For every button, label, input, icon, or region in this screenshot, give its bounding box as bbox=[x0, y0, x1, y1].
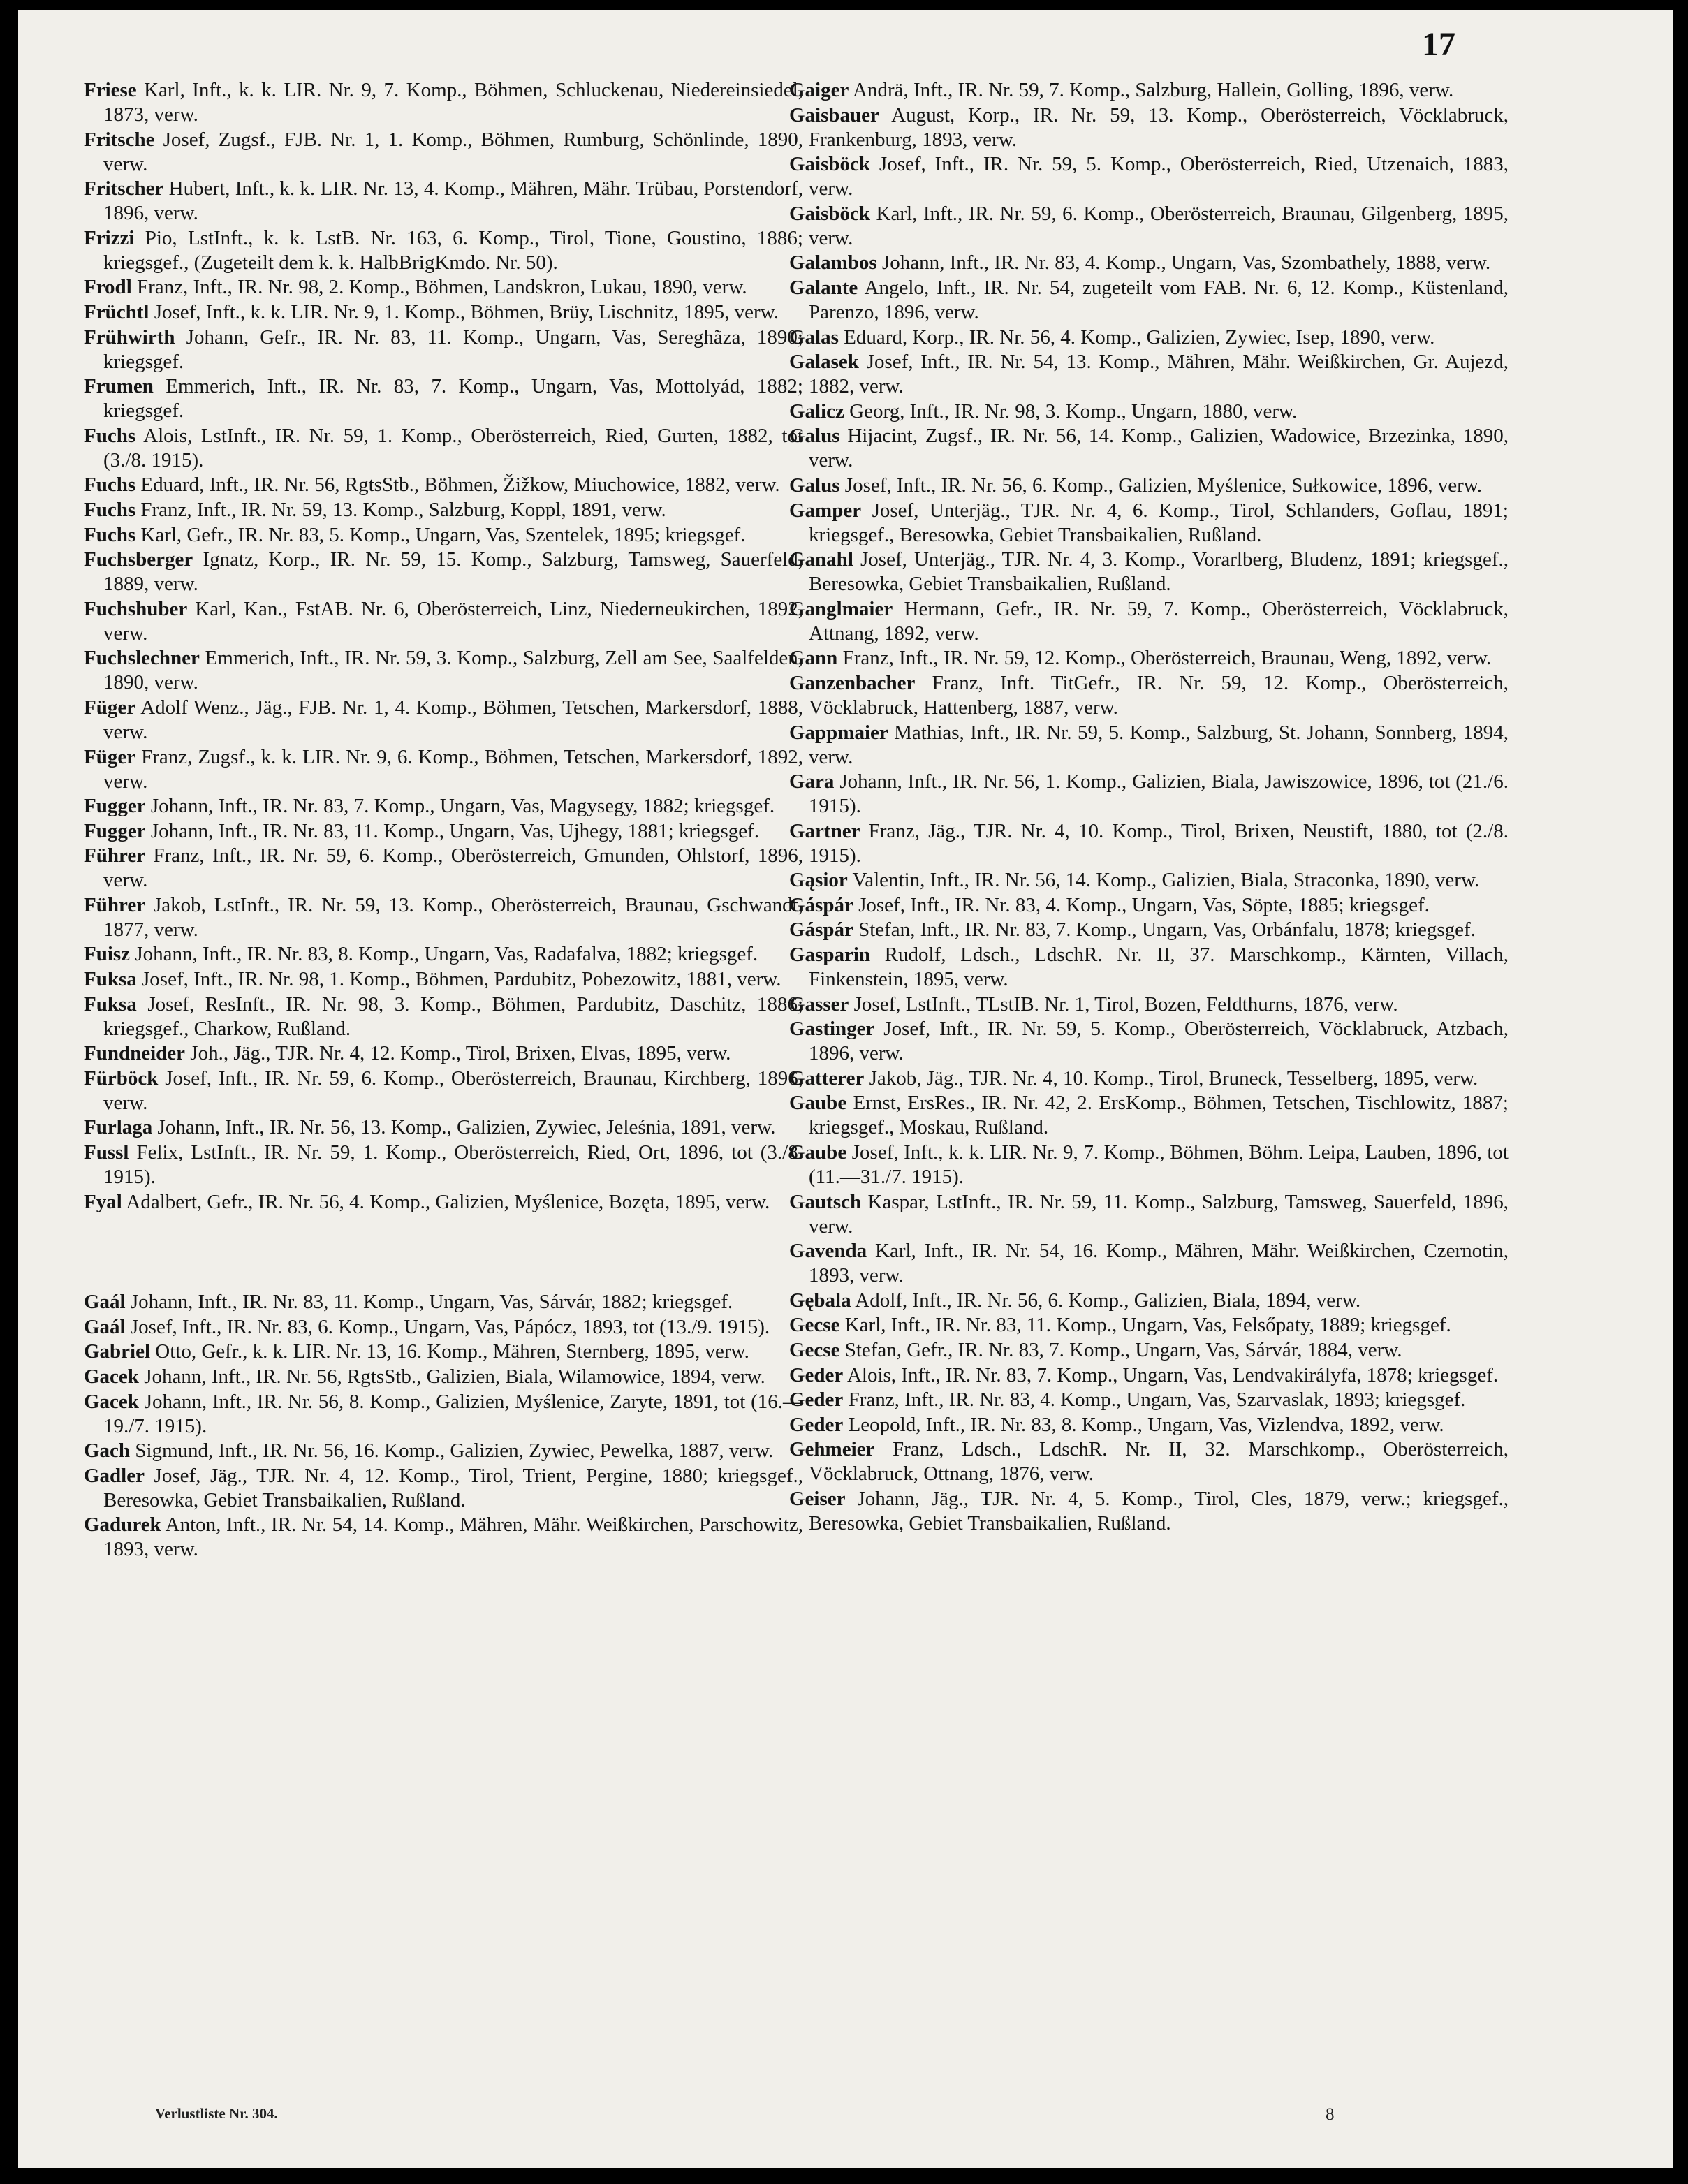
casualty-entry bbox=[789, 499, 1509, 548]
entry-surname: Fundneider bbox=[84, 1042, 186, 1065]
casualty-entry bbox=[789, 103, 1509, 152]
casualty-entry bbox=[789, 350, 1509, 399]
entry-surname: Galante bbox=[789, 276, 858, 299]
entry-surname: Gamper bbox=[789, 499, 862, 522]
casualty-entry bbox=[84, 177, 803, 226]
document-page bbox=[18, 10, 1673, 2168]
entry-details: Andrä, Inft., IR. Nr. 59, 7. Komp., Salzburg, Hallein, Golling, 1896, verw. bbox=[849, 79, 1454, 101]
entry-details: Karl, Kan., FstAB. Nr. 6, Oberösterreich, Linz, Niederneukirchen, 1892, verw. bbox=[103, 597, 803, 645]
entry-surname: Geder bbox=[789, 1363, 844, 1386]
casualty-entry bbox=[789, 1437, 1509, 1486]
entry-details: Stefan, Inft., IR. Nr. 83, 7. Komp., Ungarn, Vas, Orbánfalu, 1878; kriegsgef. bbox=[853, 918, 1476, 941]
entry-surname: Gadler bbox=[84, 1464, 145, 1487]
casualty-entry bbox=[84, 794, 803, 819]
entry-details: Otto, Gefr., k. k. LIR. Nr. 13, 16. Komp., Mähren, Sternberg, 1895, verw. bbox=[150, 1340, 749, 1363]
entry-details: Johann, Inft., IR. Nr. 56, 8. Komp., Galizien, Myślenice, Zaryte, 1891, tot (16.—19./7. 1915). bbox=[103, 1390, 803, 1437]
entry-details: Franz, Inft., IR. Nr. 59, 12. Komp., Oberösterreich, Braunau, Weng, 1892, verw. bbox=[837, 647, 1492, 670]
entry-details: Franz, Inft., IR. Nr. 59, 6. Komp., Oberösterreich, Gmunden, Ohlstorf, 1896, verw. bbox=[103, 844, 803, 892]
casualty-entry bbox=[789, 597, 1509, 646]
casualty-entry bbox=[84, 1513, 803, 1562]
entry-surname: Gacek bbox=[84, 1390, 139, 1413]
entry-surname: Frizzi bbox=[84, 226, 135, 249]
entry-surname: Füger bbox=[84, 696, 136, 719]
casualty-entry bbox=[84, 226, 803, 275]
entry-surname: Gaisböck bbox=[789, 153, 871, 176]
entry-surname: Gecse bbox=[789, 1339, 840, 1361]
entry-surname: Gasparin bbox=[789, 944, 871, 967]
entry-details: Karl, Inft., IR. Nr. 59, 6. Komp., Oberösterreich, Braunau, Gilgenberg, 1895, verw. bbox=[809, 202, 1509, 249]
entry-details: Johann, Inft., IR. Nr. 83, 4. Komp., Ungarn, Vas, Szombathely, 1888, verw. bbox=[876, 251, 1491, 274]
entry-surname: Gastinger bbox=[789, 1018, 875, 1041]
entry-surname: Gąsior bbox=[789, 869, 848, 892]
entry-details: Josef, Inft., IR. Nr. 56, 6. Komp., Galizien, Myślenice, Sułkowice, 1896, verw. bbox=[839, 474, 1483, 497]
entry-surname: Gaál bbox=[84, 1315, 126, 1338]
entry-details: Johann, Inft., IR. Nr. 83, 11. Komp., Ungarn, Vas, Sárvár, 1882; kriegsgef. bbox=[125, 1291, 733, 1314]
entry-details: Josef, LstInft., TLstIB. Nr. 1, Tirol, Bozen, Feldthurns, 1876, verw. bbox=[849, 992, 1398, 1016]
entry-surname: Gębala bbox=[789, 1289, 851, 1312]
entry-details: Ernst, ErsRes., IR. Nr. 42, 2. ErsKomp., Böhmen, Tetschen, Tischlowitz, 1887; kriegsgef., Moskau, Rußland. bbox=[809, 1092, 1509, 1139]
entry-surname: Galasek bbox=[789, 351, 859, 374]
entry-surname: Fussl bbox=[84, 1141, 129, 1164]
casualty-entry bbox=[84, 78, 803, 127]
entry-details: Kaspar, LstInft., IR. Nr. 59, 11. Komp., Salzburg, Tamsweg, Sauerfeld, 1896, verw. bbox=[809, 1190, 1509, 1238]
casualty-entry bbox=[789, 1091, 1509, 1140]
entry-details: Johann, Inft., IR. Nr. 83, 7. Komp., Ungarn, Vas, Magysegy, 1882; kriegsgef. bbox=[145, 795, 775, 818]
entry-details: Adolf Wenz., Jäg., FJB. Nr. 1, 4. Komp., Böhmen, Tetschen, Markersdorf, 1888, verw. bbox=[103, 696, 803, 743]
entry-surname: Frühwirth bbox=[84, 325, 175, 349]
casualty-entry bbox=[789, 548, 1509, 596]
casualty-entry bbox=[84, 1141, 803, 1189]
entry-details: Johann, Inft., IR. Nr. 56, RgtsStb., Galizien, Biala, Wilamowice, 1894, verw. bbox=[138, 1365, 765, 1388]
entry-details: Alois, Inft., IR. Nr. 83, 7. Komp., Ungarn, Vas, Lendvakirályfa, 1878; kriegsgef. bbox=[843, 1363, 1499, 1386]
casualty-entry bbox=[789, 943, 1509, 992]
casualty-entry bbox=[789, 893, 1509, 918]
entry-surname: Gaisbauer bbox=[789, 103, 879, 126]
entry-details: Karl, Inft., k. k. LIR. Nr. 9, 7. Komp., Böhmen, Schluckenau, Niedereinsiedel, 1873, verw. bbox=[103, 79, 803, 126]
entry-details: Johann, Inft., IR. Nr. 56, 13. Komp., Galizien, Zywiec, Jeleśnia, 1891, verw. bbox=[152, 1116, 776, 1139]
entry-surname: Gacek bbox=[84, 1365, 139, 1388]
casualty-entry bbox=[84, 844, 803, 893]
entry-surname: Füger bbox=[84, 745, 136, 768]
entry-surname: Geiser bbox=[789, 1487, 846, 1510]
entry-details: Anton, Inft., IR. Nr. 54, 14. Komp., Mähren, Mähr. Weißkirchen, Parschowitz, 1893, verw. bbox=[103, 1514, 803, 1561]
entry-surname: Gadurek bbox=[84, 1514, 161, 1537]
casualty-entry bbox=[789, 1487, 1509, 1536]
casualty-entry bbox=[84, 1190, 803, 1215]
casualty-entry bbox=[789, 78, 1509, 103]
entry-surname: Fuisz bbox=[84, 943, 131, 966]
casualty-entry bbox=[84, 548, 803, 596]
entry-details: Leopold, Inft., IR. Nr. 83, 8. Komp., Ungarn, Vas, Vizlendva, 1892, verw. bbox=[843, 1413, 1444, 1436]
entry-details: Adolf, Inft., IR. Nr. 56, 6. Komp., Galizien, Biala, 1894, verw. bbox=[851, 1289, 1361, 1312]
entry-surname: Gabriel bbox=[84, 1340, 151, 1363]
entry-details: Jakob, Jäg., TJR. Nr. 4, 10. Komp., Tirol, Bruneck, Tesselberg, 1895, verw. bbox=[864, 1067, 1478, 1090]
entry-surname: Gappmaier bbox=[789, 721, 888, 744]
entry-surname: Galus bbox=[789, 425, 840, 448]
entry-surname: Gasser bbox=[789, 992, 849, 1016]
casualty-entry bbox=[84, 1067, 803, 1115]
casualty-entry bbox=[84, 745, 803, 794]
casualty-entry bbox=[84, 696, 803, 745]
casualty-entry bbox=[84, 1390, 803, 1439]
casualty-entry bbox=[789, 868, 1509, 893]
entry-details: Stefan, Gefr., IR. Nr. 83, 7. Komp., Ungarn, Vas, Sárvár, 1884, verw. bbox=[839, 1339, 1402, 1361]
entries-g-right bbox=[789, 78, 1509, 1536]
entry-details: Josef, Inft., k. k. LIR. Nr. 9, 1. Komp., Böhmen, Brüy, Lischnitz, 1895, verw. bbox=[149, 300, 779, 323]
entry-details: Rudolf, Ldsch., LdschR. Nr. II, 37. Marschkomp., Kärnten, Villach, Finkenstein, 1895, verw. bbox=[809, 944, 1509, 991]
casualty-entry bbox=[84, 1115, 803, 1140]
entry-surname: Gara bbox=[789, 770, 835, 793]
entry-surname: Fugger bbox=[84, 795, 146, 818]
entry-surname: Frodl bbox=[84, 276, 132, 299]
casualty-entry bbox=[789, 770, 1509, 819]
casualty-entry bbox=[84, 992, 803, 1041]
casualty-entry bbox=[84, 1041, 803, 1066]
entry-surname: Fuksa bbox=[84, 992, 137, 1016]
casualty-entry bbox=[789, 1239, 1509, 1288]
casualty-entry bbox=[84, 498, 803, 522]
casualty-entry bbox=[84, 1315, 803, 1340]
section-gap bbox=[84, 1215, 803, 1290]
casualty-entry bbox=[789, 1388, 1509, 1412]
entry-surname: Fuchs bbox=[84, 523, 136, 546]
entry-surname: Gecse bbox=[789, 1314, 840, 1337]
left-column bbox=[84, 78, 803, 1562]
entry-details: Franz, Jäg., TJR. Nr. 4, 10. Komp., Tirol, Brixen, Neustift, 1880, tot (2./8. 1915). bbox=[809, 819, 1509, 867]
casualty-entry bbox=[789, 202, 1509, 251]
entry-details: Josef, Zugsf., FJB. Nr. 1, 1. Komp., Böhmen, Rumburg, Schönlinde, 1890, verw. bbox=[103, 128, 803, 175]
entry-surname: Gáspár bbox=[789, 918, 853, 941]
entry-details: Adalbert, Gefr., IR. Nr. 56, 4. Komp., Galizien, Myślenice, Bozęta, 1895, verw. bbox=[122, 1190, 770, 1213]
casualty-entry bbox=[84, 128, 803, 177]
entry-details: Franz, Inft., IR. Nr. 83, 4. Komp., Ungarn, Vas, Szarvaslak, 1893; kriegsgef. bbox=[843, 1388, 1466, 1412]
entry-surname: Gaiger bbox=[789, 79, 849, 101]
entry-details: Ignatz, Korp., IR. Nr. 59, 15. Komp., Salzburg, Tamsweg, Sauerfeld, 1889, verw. bbox=[103, 548, 803, 596]
casualty-entry bbox=[84, 325, 803, 374]
entry-details: Valentin, Inft., IR. Nr. 56, 14. Komp., Galizien, Biala, Straconka, 1890, verw. bbox=[847, 869, 1480, 892]
entry-surname: Gaube bbox=[789, 1092, 847, 1115]
entry-details: Eduard, Korp., IR. Nr. 56, 4. Komp., Galizien, Zywiec, Isep, 1890, verw. bbox=[838, 325, 1435, 349]
casualty-entry bbox=[789, 1363, 1509, 1388]
casualty-entry bbox=[84, 1290, 803, 1314]
casualty-entry bbox=[789, 1413, 1509, 1437]
entry-details: August, Korp., IR. Nr. 59, 13. Komp., Oberösterreich, Vöcklabruck, Frankenburg, 1893, verw. bbox=[809, 103, 1509, 151]
casualty-entry bbox=[84, 967, 803, 992]
entry-surname: Gatterer bbox=[789, 1067, 865, 1090]
entry-details: Karl, Inft., IR. Nr. 83, 11. Komp., Ungarn, Vas, Felsőpaty, 1889; kriegsgef. bbox=[839, 1314, 1451, 1337]
entry-details: Josef, Inft., IR. Nr. 98, 1. Komp., Böhmen, Pardubitz, Pobezowitz, 1881, verw. bbox=[136, 968, 781, 991]
entry-details: Hermann, Gefr., IR. Nr. 59, 7. Komp., Oberösterreich, Vöcklabruck, Attnang, 1892, verw. bbox=[809, 597, 1509, 645]
entry-surname: Führer bbox=[84, 893, 146, 916]
casualty-entry bbox=[84, 424, 803, 473]
entry-details: Franz, Zugsf., k. k. LIR. Nr. 9, 6. Komp., Böhmen, Tetschen, Markersdorf, 1892, verw. bbox=[103, 745, 803, 793]
entry-details: Franz, Inft., IR. Nr. 98, 2. Komp., Böhmen, Landskron, Lukau, 1890, verw. bbox=[131, 276, 747, 299]
entry-details: Eduard, Inft., IR. Nr. 56, RgtsStb., Böhmen, Žižkow, Miuchowice, 1882, verw. bbox=[135, 474, 780, 497]
entry-surname: Frumen bbox=[84, 375, 154, 398]
entry-details: Josef, Unterjäg., TJR. Nr. 4, 6. Komp., Tirol, Schlanders, Goflau, 1891; kriegsgef., Beresowka, Gebiet Transbaikalien, Rußland. bbox=[809, 499, 1509, 546]
casualty-entry bbox=[84, 374, 803, 423]
entry-surname: Gann bbox=[789, 647, 838, 670]
casualty-entry bbox=[789, 1190, 1509, 1239]
entries-g-left bbox=[84, 1290, 803, 1562]
casualty-entry bbox=[789, 424, 1509, 473]
casualty-entry bbox=[84, 300, 803, 325]
entry-surname: Friese bbox=[84, 79, 137, 101]
casualty-entry bbox=[789, 646, 1509, 670]
casualty-entry bbox=[789, 276, 1509, 325]
entry-surname: Gartner bbox=[789, 819, 860, 842]
entry-details: Josef, Inft., k. k. LIR. Nr. 9, 7. Komp., Böhmen, Böhm. Leipa, Lauben, 1896, tot (11.—31./7. 1915). bbox=[809, 1141, 1509, 1189]
entry-surname: Fyal bbox=[84, 1190, 122, 1213]
entry-surname: Galicz bbox=[789, 400, 844, 423]
entry-surname: Galambos bbox=[789, 251, 877, 274]
entry-details: Josef, Jäg., TJR. Nr. 4, 12. Komp., Tirol, Trient, Pergine, 1880; kriegsgef., Beresowka, Gebiet Transbaikalien, Rußland. bbox=[103, 1464, 803, 1511]
entry-surname: Gautsch bbox=[789, 1190, 862, 1213]
entry-surname: Fuchslechner bbox=[84, 647, 200, 670]
entry-details: Johann, Jäg., TJR. Nr. 4, 5. Komp., Tirol, Cles, 1879, verw.; kriegsgef., Beresowka, Gebiet Transbaikalien, Rußland. bbox=[809, 1487, 1509, 1534]
casualty-entry bbox=[84, 1439, 803, 1463]
entry-details: Angelo, Inft., IR. Nr. 54, zugeteilt vom FAB. Nr. 6, 12. Komp., Küstenland, Parenzo, 1896, verw. bbox=[809, 276, 1509, 323]
entry-surname: Fuchsberger bbox=[84, 548, 193, 571]
entry-details: Josef, Inft., IR. Nr. 54, 13. Komp., Mähren, Mähr. Weißkirchen, Gr. Aujezd, 1882, verw. bbox=[809, 351, 1509, 398]
entry-details: Josef, Unterjäg., TJR. Nr. 4, 3. Komp., Vorarlberg, Bludenz, 1891; kriegsgef., Beresowka, Gebiet Transbaikalien, Rußland. bbox=[809, 548, 1509, 596]
entry-details: Franz, Inft. TitGefr., IR. Nr. 59, 12. Komp., Oberösterreich, Vöcklabruck, Hattenberg, 1887, verw. bbox=[809, 671, 1509, 719]
entry-surname: Gaál bbox=[84, 1291, 126, 1314]
entry-surname: Ganahl bbox=[789, 548, 853, 571]
entry-surname: Geder bbox=[789, 1388, 844, 1412]
casualty-entry bbox=[789, 671, 1509, 720]
entry-surname: Fürböck bbox=[84, 1067, 159, 1090]
entry-details: Johann, Inft., IR. Nr. 83, 8. Komp., Ungarn, Vas, Radafalva, 1882; kriegsgef. bbox=[130, 943, 758, 966]
entry-surname: Furlaga bbox=[84, 1116, 153, 1139]
entry-surname: Fuksa bbox=[84, 968, 137, 991]
entry-details: Johann, Gefr., IR. Nr. 83, 11. Komp., Ungarn, Vas, Sereghãza, 1890; kriegsgef. bbox=[103, 325, 803, 373]
entry-surname: Gach bbox=[84, 1439, 131, 1463]
entry-details: Emmerich, Inft., IR. Nr. 59, 3. Komp., Salzburg, Zell am See, Saalfelden, 1890, verw. bbox=[103, 647, 803, 694]
entry-details: Felix, LstInft., IR. Nr. 59, 1. Komp., Oberösterreich, Ried, Ort, 1896, tot (3./8. 1915). bbox=[103, 1141, 803, 1189]
entry-details: Franz, Ldsch., LdschR. Nr. II, 32. Marschkomp., Oberösterreich, Vöcklabruck, Ottnang, 1876, verw. bbox=[809, 1438, 1509, 1486]
entry-surname: Ganglmaier bbox=[789, 597, 893, 620]
entry-details: Georg, Inft., IR. Nr. 98, 3. Komp., Ungarn, 1880, verw. bbox=[844, 400, 1298, 423]
entry-surname: Galus bbox=[789, 474, 840, 497]
entry-surname: Galas bbox=[789, 325, 839, 349]
casualty-entry bbox=[789, 474, 1509, 498]
entry-surname: Gáspár bbox=[789, 893, 853, 916]
casualty-entry bbox=[789, 1017, 1509, 1066]
casualty-entry bbox=[789, 1067, 1509, 1091]
casualty-entry bbox=[789, 721, 1509, 770]
entry-details: Sigmund, Inft., IR. Nr. 56, 16. Komp., Galizien, Zywiec, Pewelka, 1887, verw. bbox=[130, 1439, 774, 1463]
entry-details: Johann, Inft., IR. Nr. 56, 1. Komp., Galizien, Biala, Jawiszowice, 1896, tot (21./6. 1915). bbox=[809, 770, 1509, 818]
casualty-entry bbox=[789, 325, 1509, 350]
entry-details: Franz, Inft., IR. Nr. 59, 13. Komp., Salzburg, Koppl, 1891, verw. bbox=[135, 498, 666, 521]
entry-surname: Fritscher bbox=[84, 177, 164, 200]
page-number: 17 bbox=[1422, 26, 1455, 63]
casualty-entry bbox=[84, 1464, 803, 1513]
casualty-entry bbox=[789, 251, 1509, 275]
entry-details: Alois, LstInft., IR. Nr. 59, 1. Komp., Oberösterreich, Ried, Gurten, 1882, tot (3./8. 1915). bbox=[103, 424, 803, 471]
casualty-entry bbox=[84, 1365, 803, 1389]
entry-surname: Ganzenbacher bbox=[789, 671, 916, 694]
entry-details: Josef, Inft., IR. Nr. 59, 5. Komp., Oberösterreich, Ried, Utzenaich, 1883, verw. bbox=[809, 153, 1509, 200]
casualty-entry bbox=[84, 275, 803, 300]
footer-list-label: Verlustliste Nr. 304. bbox=[155, 2105, 278, 2122]
entry-details: Pio, LstInft., k. k. LstB. Nr. 163, 6. Komp., Tirol, Tione, Goustino, 1886; kriegsgef., (Zugeteilt dem k. k. HalbBrigKmdo. Nr. 50). bbox=[103, 226, 803, 274]
entry-details: Josef, Inft., IR. Nr. 59, 6. Komp., Oberösterreich, Braunau, Kirchberg, 1896, verw. bbox=[103, 1067, 803, 1114]
entry-surname: Fuchs bbox=[84, 474, 136, 497]
casualty-entry bbox=[84, 646, 803, 695]
entries-f bbox=[84, 78, 803, 1215]
entry-details: Emmerich, Inft., IR. Nr. 83, 7. Komp., Ungarn, Vas, Mottolyád, 1882; kriegsgef. bbox=[103, 375, 803, 423]
casualty-entry bbox=[789, 992, 1509, 1017]
casualty-entry bbox=[789, 1313, 1509, 1337]
entry-details: Josef, Inft., IR. Nr. 83, 4. Komp., Ungarn, Vas, Söpte, 1885; kriegsgef. bbox=[853, 893, 1430, 916]
casualty-entry bbox=[789, 1338, 1509, 1363]
entry-surname: Führer bbox=[84, 844, 146, 867]
footer-signature: 8 bbox=[1326, 2105, 1335, 2124]
entry-surname: Früchtl bbox=[84, 300, 149, 323]
entry-surname: Gaisböck bbox=[789, 202, 871, 225]
entry-details: Jakob, LstInft., IR. Nr. 59, 13. Komp., Oberösterreich, Braunau, Gschwandt, 1877, verw. bbox=[103, 893, 803, 941]
entry-details: Mathias, Inft., IR. Nr. 59, 5. Komp., Salzburg, St. Johann, Sonnberg, 1894, verw. bbox=[809, 721, 1509, 768]
entry-details: Josef, ResInft., IR. Nr. 98, 3. Komp., Böhmen, Pardubitz, Daschitz, 1886; kriegsgef., Charkow, Rußland. bbox=[103, 992, 803, 1040]
right-column bbox=[789, 78, 1509, 1537]
entry-surname: Gehmeier bbox=[789, 1438, 875, 1461]
casualty-entry bbox=[789, 1289, 1509, 1313]
entry-details: Hubert, Inft., k. k. LIR. Nr. 13, 4. Komp., Mähren, Mähr. Trübau, Porstendorf, 1896, verw. bbox=[103, 177, 803, 225]
entry-details: Joh., Jäg., TJR. Nr. 4, 12. Komp., Tirol, Brixen, Elvas, 1895, verw. bbox=[185, 1042, 731, 1065]
casualty-entry bbox=[84, 597, 803, 646]
casualty-entry bbox=[84, 893, 803, 942]
entry-details: Josef, Inft., IR. Nr. 59, 5. Komp., Oberösterreich, Vöcklabruck, Atzbach, 1896, verw. bbox=[809, 1018, 1509, 1065]
entry-details: Josef, Inft., IR. Nr. 83, 6. Komp., Ungarn, Vas, Pápócz, 1893, tot (13./9. 1915). bbox=[125, 1315, 770, 1338]
casualty-entry bbox=[84, 473, 803, 497]
entry-details: Karl, Gefr., IR. Nr. 83, 5. Komp., Ungarn, Vas, Szentelek, 1895; kriegsgef. bbox=[135, 523, 746, 546]
entry-surname: Gaube bbox=[789, 1141, 847, 1164]
entry-details: Karl, Inft., IR. Nr. 54, 16. Komp., Mähren, Mähr. Weißkirchen, Czernotin, 1893, verw. bbox=[809, 1240, 1509, 1287]
casualty-entry bbox=[84, 942, 803, 967]
entry-surname: Fuchshuber bbox=[84, 597, 188, 620]
entry-details: Hijacint, Zugsf., IR. Nr. 56, 14. Komp., Galizien, Wadowice, Brzezinka, 1890, verw. bbox=[809, 425, 1509, 472]
casualty-entry bbox=[84, 1340, 803, 1364]
entry-surname: Gavenda bbox=[789, 1240, 867, 1263]
casualty-entry bbox=[789, 152, 1509, 201]
entry-details: Johann, Inft., IR. Nr. 83, 11. Komp., Ungarn, Vas, Ujhegy, 1881; kriegsgef. bbox=[145, 819, 760, 842]
casualty-entry bbox=[789, 918, 1509, 942]
casualty-entry bbox=[84, 819, 803, 844]
entry-surname: Fugger bbox=[84, 819, 146, 842]
casualty-entry bbox=[84, 523, 803, 548]
entry-surname: Geder bbox=[789, 1413, 844, 1436]
entry-surname: Fritsche bbox=[84, 128, 155, 151]
entry-surname: Fuchs bbox=[84, 424, 136, 447]
casualty-entry bbox=[789, 400, 1509, 424]
entry-surname: Fuchs bbox=[84, 498, 136, 521]
casualty-entry bbox=[789, 819, 1509, 868]
casualty-entry bbox=[789, 1141, 1509, 1189]
